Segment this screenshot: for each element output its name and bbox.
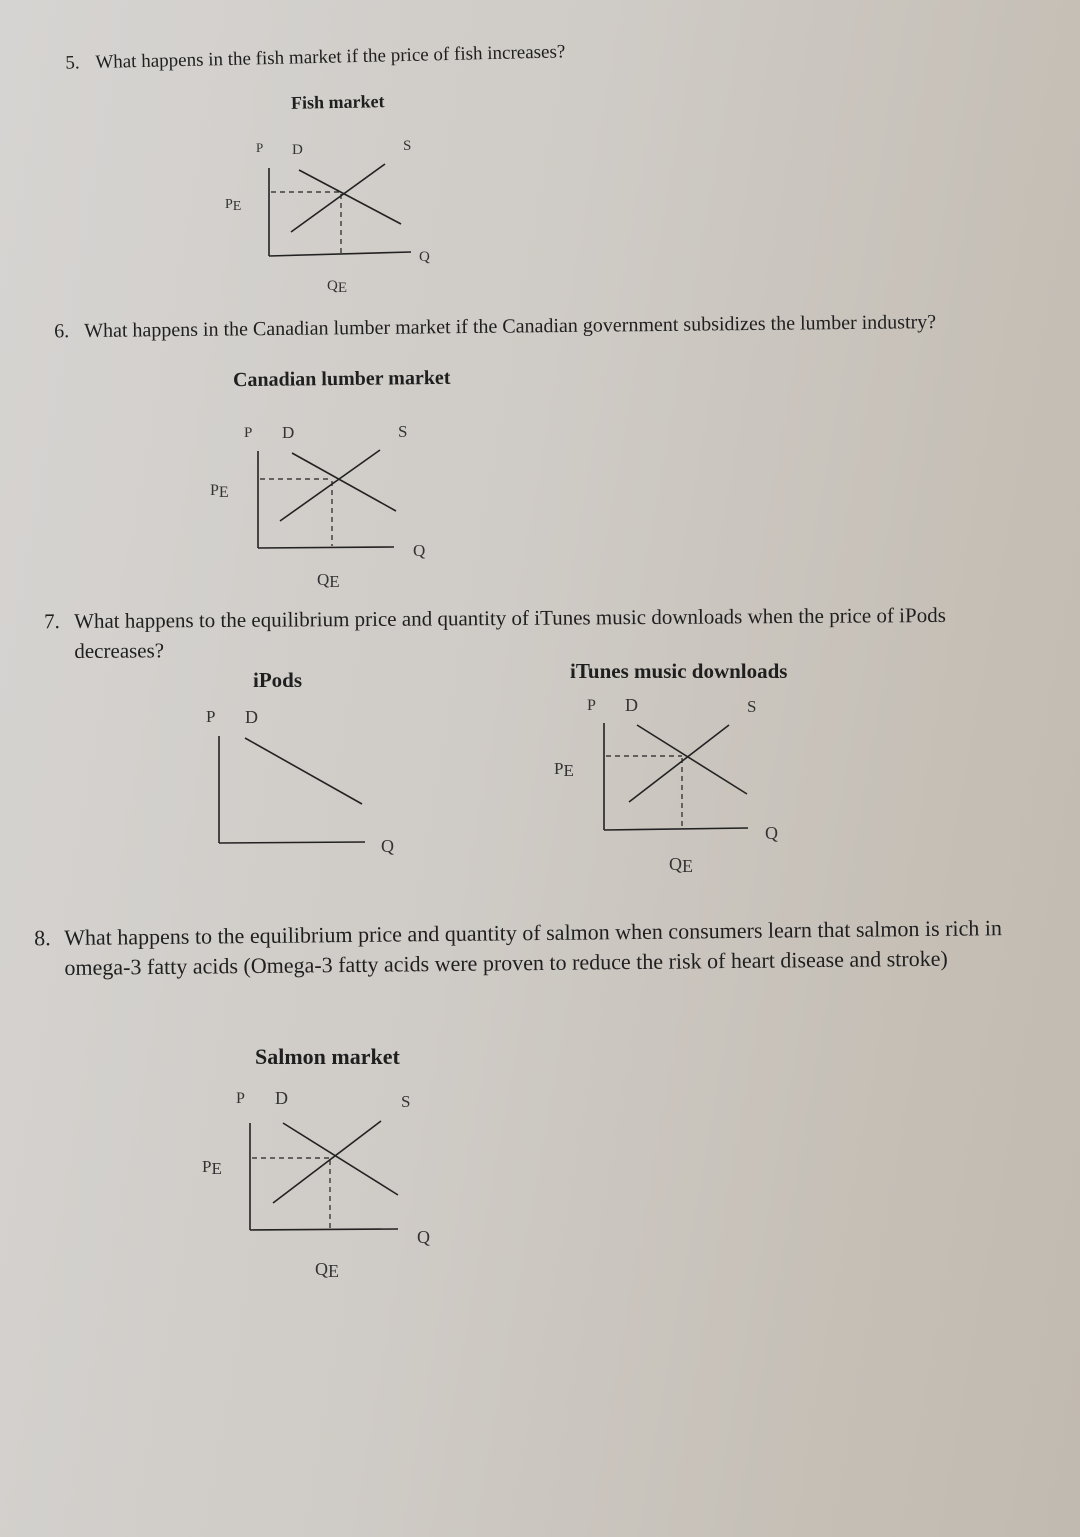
equilibrium-quantity-label: QE (317, 570, 340, 591)
fish-market-graph (215, 130, 445, 300)
demand-label: D (245, 707, 258, 727)
price-axis-label: P (244, 425, 253, 441)
supply-curve (273, 1121, 381, 1203)
quantity-axis-label: Q (765, 823, 778, 843)
quantity-axis-label: Q (413, 541, 426, 560)
question-number: 7. (44, 609, 60, 634)
question-8 (34, 913, 1030, 983)
supply-label: S (398, 422, 408, 441)
supply-label: S (403, 138, 412, 154)
graph-title-ipods: iPods (253, 668, 303, 692)
supply-label: S (747, 697, 757, 716)
question-text: What happens to the equilibrium price and quantity of salmon when consumers learn that salmon is rich in omega-3 fatty acids (Omega-3 fatty acids were proven to reduce the risk of heart disease and stroke) (64, 915, 1003, 980)
graph-title-salmon-market: Salmon market (255, 1044, 400, 1069)
supply-curve (629, 725, 729, 802)
equilibrium-price-label: PE (554, 759, 574, 780)
graph-title-fish-market: Fish market (290, 91, 385, 113)
demand-curve (245, 738, 362, 804)
supply-curve (280, 450, 380, 521)
quantity-axis-label: Q (381, 836, 394, 856)
question-7 (44, 600, 974, 666)
price-axis-label: P (236, 1090, 245, 1107)
quantity-axis (250, 1229, 398, 1230)
question-number: 6. (54, 320, 70, 343)
demand-curve (283, 1123, 398, 1195)
question-text: What happens in the Canadian lumber market if the Canadian government subsidizes the lumber industry? (84, 311, 937, 342)
canadian-lumber-market-graph (200, 415, 450, 595)
price-axis-label: P (587, 697, 596, 714)
quantity-axis (219, 842, 365, 843)
demand-label: D (275, 1088, 288, 1108)
graph-title-itunes-music-downloads: iTunes music downloads (570, 659, 788, 683)
price-axis-label: P (256, 140, 264, 155)
question-6 (54, 307, 964, 346)
demand-label: D (625, 695, 638, 715)
question-number: 5. (65, 52, 80, 74)
price-axis-label: P (206, 707, 216, 726)
equilibrium-quantity-label: QE (669, 854, 693, 876)
question-5 (65, 34, 716, 78)
quantity-axis-label: Q (417, 1227, 430, 1247)
quantity-axis-label: Q (419, 249, 430, 265)
question-number: 8. (34, 925, 51, 951)
quantity-axis (604, 828, 748, 830)
supply-label: S (401, 1092, 411, 1111)
equilibrium-quantity-label: QE (315, 1259, 339, 1281)
itunes-music-downloads-graph (545, 690, 805, 880)
quantity-axis (258, 547, 394, 548)
demand-label: D (292, 142, 303, 158)
graph-title-canadian-lumber-market: Canadian lumber market (232, 366, 451, 392)
question-text: What happens to the equilibrium price and quantity of iTunes music downloads when the price of iPods decreases? (74, 602, 946, 663)
equilibrium-quantity-label: QE (327, 278, 348, 296)
question-text: What happens in the fish market if the price of fish increases? (95, 41, 566, 73)
supply-curve (291, 164, 385, 232)
salmon-market-graph (195, 1083, 455, 1283)
quantity-axis (269, 252, 411, 256)
demand-label: D (282, 423, 295, 442)
equilibrium-price-label: PE (202, 1157, 222, 1178)
equilibrium-price-label: PE (225, 197, 242, 214)
ipods-graph (195, 700, 415, 860)
equilibrium-price-label: PE (210, 482, 229, 501)
